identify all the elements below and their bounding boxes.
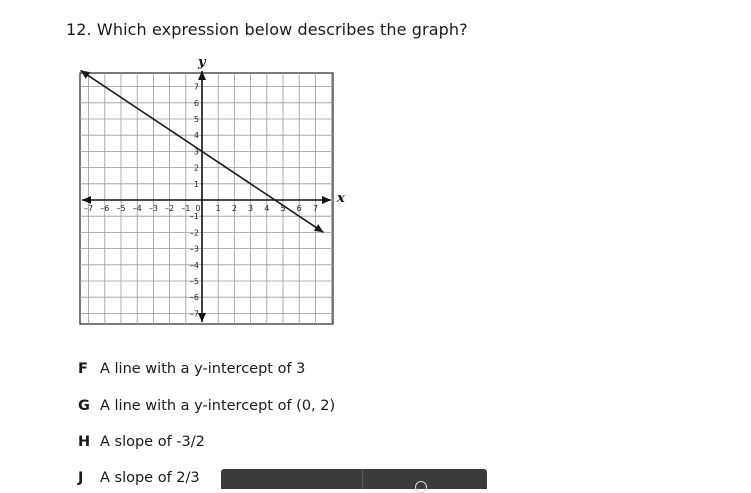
- x-tick-label: 3: [248, 204, 254, 213]
- x-tick-label: –7: [84, 204, 94, 213]
- x-tick-label: 6: [296, 204, 302, 213]
- choice-j[interactable]: [78, 470, 200, 486]
- y-tick-label: –6: [189, 293, 199, 303]
- circle-icon[interactable]: [415, 481, 427, 493]
- graph-svg: [77, 55, 347, 330]
- y-tick-label: –2: [189, 228, 199, 238]
- grid: [80, 73, 333, 324]
- y-tick-label: 5: [193, 115, 199, 124]
- choice-text: A slope of -3/2: [100, 434, 205, 450]
- x-tick-label: 5: [280, 204, 286, 213]
- x-tick-label: 7: [312, 204, 318, 213]
- x-tick-label: 0: [195, 204, 201, 213]
- choice-text: A line with a y-intercept of 3: [100, 361, 306, 377]
- toolbar-divider: [362, 469, 363, 489]
- choice-f[interactable]: [78, 361, 305, 377]
- x-tick-label: –1: [181, 204, 191, 213]
- x-tick-label: 4: [264, 204, 270, 213]
- question-text: 12. Which expression below describes the graph?: [66, 20, 468, 39]
- x-tick-label: –4: [132, 204, 142, 213]
- x-tick-label: 2: [231, 204, 237, 213]
- y-tick-label: 4: [193, 131, 199, 141]
- choice-g[interactable]: [78, 398, 335, 414]
- x-tick-label: –6: [100, 204, 110, 213]
- choice-letter: F: [78, 361, 88, 377]
- y-tick-label: 7: [193, 82, 199, 92]
- y-tick-label: 3: [193, 147, 199, 157]
- y-tick-label: 6: [193, 98, 199, 108]
- y-axis-label: y: [198, 55, 206, 70]
- choice-letter: H: [78, 434, 91, 450]
- choice-text: A slope of 2/3: [100, 470, 200, 486]
- x-tick-label: –3: [148, 204, 158, 213]
- choice-letter: G: [78, 398, 90, 414]
- x-axis-label: x: [337, 191, 345, 206]
- y-tick-label: –3: [189, 244, 199, 254]
- graph-frame: [80, 73, 333, 324]
- x-tick-label: –5: [116, 204, 126, 213]
- y-tick-label: 1: [193, 179, 199, 189]
- x-tick-label: –2: [165, 204, 175, 213]
- y-tick-label: –7: [189, 309, 199, 319]
- choice-text: A line with a y-intercept of (0, 2): [100, 398, 336, 414]
- y-tick-label: 2: [193, 163, 199, 173]
- y-tick-label: –1: [189, 212, 199, 222]
- bottom-toolbar[interactable]: [221, 469, 487, 489]
- y-tick-label: –5: [189, 277, 199, 286]
- coordinate-graph: [77, 55, 347, 330]
- y-tick-label: –4: [189, 260, 199, 270]
- choice-letter: J: [78, 470, 84, 486]
- x-tick-label: 1: [215, 204, 221, 213]
- choice-h[interactable]: [78, 434, 205, 450]
